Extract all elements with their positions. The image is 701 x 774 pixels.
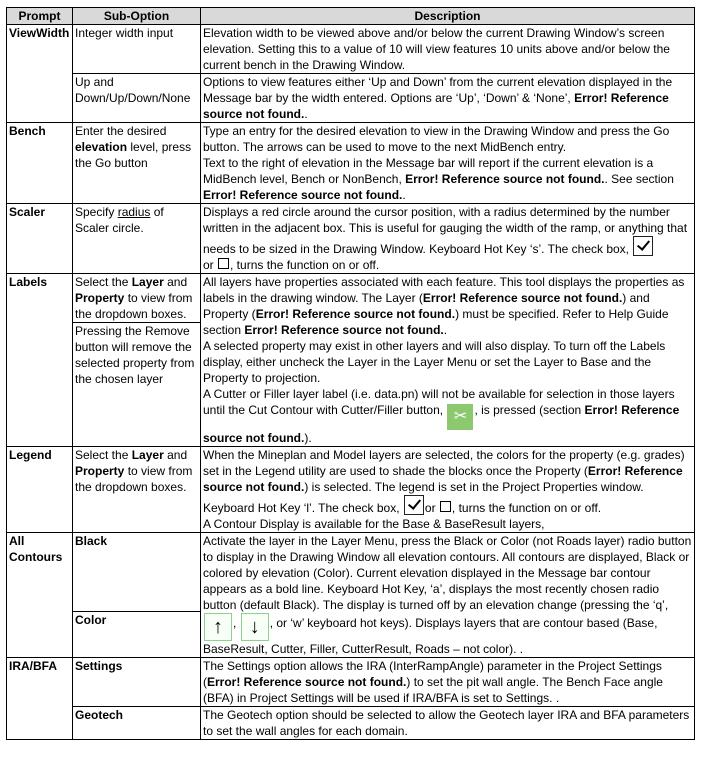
sub-option: Integer width input [73, 25, 201, 74]
header-sub-option: Sub-Option [73, 8, 201, 25]
sub-option: Enter the desired elevation level, press the Go button [73, 123, 201, 204]
prompt-labels: Labels [7, 274, 73, 447]
description: The Settings option allows the IRA (InterRampAngle) parameter in the Project Settings (Error! Reference source not found.) to set the pit wall angle. The Bench Face angle (BFA) in Project Settings will be used if IRA/BFA is set to Settings. . [201, 658, 695, 707]
sub-option: Up and Down/Up/Down/None [73, 74, 201, 123]
header-description: Description [201, 8, 695, 25]
sub-option: Black Color [73, 533, 201, 658]
arrow-down-icon: ↓ [241, 613, 269, 641]
scissors-icon: ✂ [447, 404, 473, 430]
checkbox-checked-icon [633, 236, 653, 256]
description: Displays a red circle around the cursor position, with a radius determined by the number written in the adjacent box. This is useful for gauging the width of the ramp, or anything that needs to be sized in the Drawing Window. Keyboard Hot Key ‘s’. The check box, or , turns the function on or off. [201, 204, 695, 274]
prompt-all-contours: All Contours [7, 533, 73, 658]
prompt-scaler: Scaler [7, 204, 73, 274]
prompt-bench: Bench [7, 123, 73, 204]
sub-option: Select the Layer and Property to view from the dropdown boxes. Pressing the Remove button will remove the selected property from the chosen layer [73, 274, 201, 447]
table-row [7, 274, 695, 447]
table-row [7, 123, 695, 204]
prompt-viewwidth: ViewWidth [7, 25, 73, 123]
description: All layers have properties associated with each feature. This tool displays the properties as labels in the drawing window. The Layer (Error! Reference source not found.) and Property (Error! Reference source not found.) must be specified. Refer to Help Guide section Error! Reference source not found.. A selected property may exist in other layers and will also display. To turn off the Labels display, either uncheck the Layer in the Layer Menu or set the Layer to Base and the Property to projection. A Cutter or Filler layer label (i.e. data.pn) will not be available for selection in those layers until the Cut Contour with Cutter/Filler button, ✂ , is pressed (section Error! Reference source not found.). [201, 274, 695, 447]
help-table [6, 7, 695, 740]
table-row [7, 204, 695, 274]
description: Elevation width to be viewed above and/or below the current Drawing Window’s screen elevation. Setting this to a value of 10 will view features 10 units above and/or below the current bench in the Drawing Window. [201, 25, 695, 74]
prompt-legend: Legend [7, 447, 73, 533]
sub-option: Geotech [73, 707, 201, 740]
table-row [7, 707, 695, 740]
checkbox-empty-icon [218, 258, 229, 269]
table-row [7, 533, 695, 658]
description: Options to view features either ‘Up and Down’ from the current elevation displayed in the Message bar by the width entered. Options are ‘Up’, ‘Down’ & ‘None’, Error! Reference source not found.. [201, 74, 695, 123]
table-row [7, 25, 695, 74]
description: When the Mineplan and Model layers are selected, the colors for the property (e.g. grades) set in the Legend utility are used to shade the blocks once the Property (Error! Reference source not found.) is selected. The legend is set in the Project Properties window. Keyboard Hot Key ‘l’. The check box, or , turns the function on or off. A Contour Display is available for the Base & BaseResult layers, [201, 447, 695, 533]
header-prompt: Prompt [7, 8, 73, 25]
table-row [7, 447, 695, 533]
prompt-ira-bfa: IRA/BFA [7, 658, 73, 740]
description: The Geotech option should be selected to allow the Geotech layer IRA and BFA parameters to set the wall angles for each domain. [201, 707, 695, 740]
sub-option: Specify radius of Scaler circle. [73, 204, 201, 274]
arrow-up-icon: ↑ [204, 613, 232, 641]
table-row [7, 658, 695, 707]
description: Activate the layer in the Layer Menu, press the Black or Color (not Roads layer) radio button to display in the Drawing Window all elevation contours. All contours are displayed, Black or colored by elevation (Color). Current elevation displayed in the Message bar contour appears as a bold line. Keyboard Hot Key, ‘a’, displays the most recently chosen radio button (default Black). The display is turned off by an elevation change (pressing the ‘q’, ↑ , ↓ , or ‘w’ keyboard hot keys). Displays layers that are contour based (Base, BaseResult, Cutter, Filler, CutterResult, Roads – not color). . [201, 533, 695, 658]
sub-option: Select the Layer and Property to view from the dropdown boxes. [73, 447, 201, 533]
sub-option: Settings [73, 658, 201, 707]
description: Type an entry for the desired elevation to view in the Drawing Window and press the Go button. The arrows can be used to move to the next MidBench entry. Text to the right of elevation in the Message bar will report if the current elevation is a MidBench level, Bench or NonBench, Error! Reference source not found.. See section Error! Reference source not found.. [201, 123, 695, 204]
table-row [7, 74, 695, 123]
header-row [7, 8, 695, 25]
checkbox-empty-icon [440, 501, 451, 512]
checkbox-checked-icon [404, 495, 424, 515]
